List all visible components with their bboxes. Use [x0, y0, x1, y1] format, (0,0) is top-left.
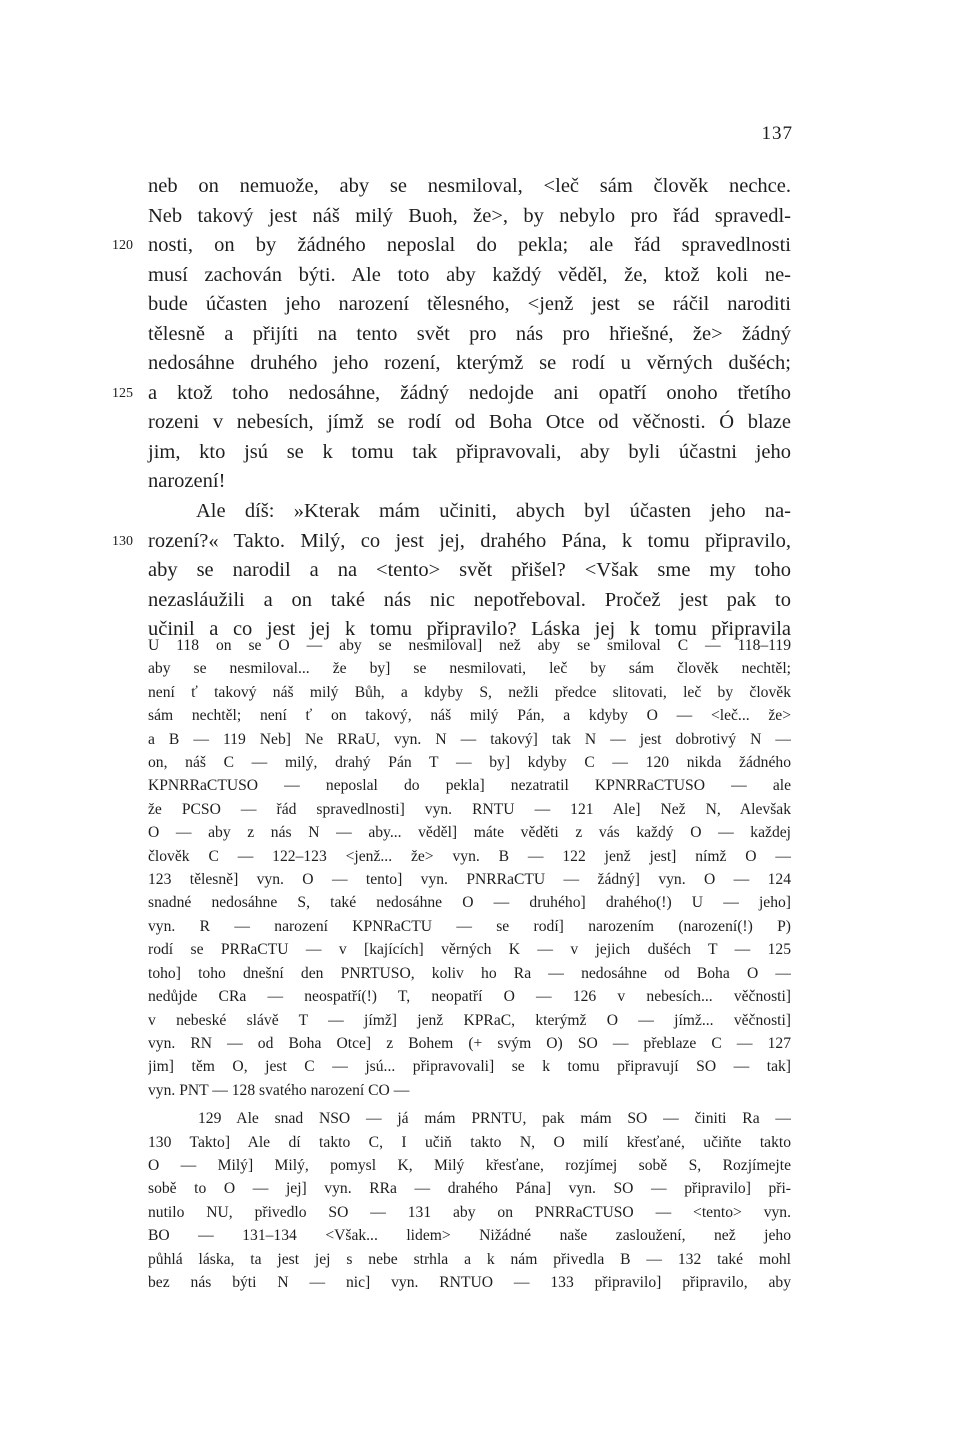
apparatus-notes: [148, 634, 791, 1294]
note-line: jim] těm O, jest C — jsú... připravovali] se k tomu připravují SO — tak]: [148, 1058, 791, 1076]
text-line: [148, 172, 791, 202]
line-text: musí zachován býti. Ale toto aby každý věděl, že, ktož koli ne-: [148, 263, 791, 286]
note-line: vyn. R — narození KPNRaCTU — se rodí] narozením (narození(!) P): [148, 917, 791, 935]
text-line: [148, 497, 791, 527]
text-line: [148, 438, 791, 468]
line-text: bude účasten jeho narození tělesného, <jenž jest se ráčil naroditi: [148, 293, 791, 316]
text-line: [112, 527, 791, 557]
note-line: půhlá láska, ta jest jej s nebe strhla a k nám přivedla B — 132 také mohl: [148, 1250, 791, 1268]
note-line: člověk C — 122–123 <jenž... že> vyn. B — 122 jenž jest] nímž O —: [148, 847, 791, 865]
line-text: rozeni v nebesích, jímž se rodí od Boha Otce od věčnosti. Ó blaze: [148, 411, 791, 434]
note-line: BO — 131–134 <Však... lidem> Nižádné naše zasloužení, než jeho: [148, 1227, 791, 1245]
note-line: 129 Ale snad NSO — já mám PRNTU, pak mám SO — činiti Ra —: [198, 1110, 791, 1128]
note-line: rodí se PRRaCTU — v [kajících] věrných K — v jejich dušéch T — 125: [148, 941, 791, 959]
note-line: nutilo NU, přivedlo SO — 131 aby on PNRRaCTUSO — <tento> vyn.: [148, 1203, 791, 1221]
line-text: jim, kto jsú se k tomu tak připravovali, aby byli účastni jeho: [148, 440, 791, 463]
text-line: [148, 261, 791, 291]
line-number: 130: [112, 533, 133, 549]
note-line: vyn. RN — od Boha Otce] z Bohem (+ svým O) SO — přeblaze C — 127: [148, 1034, 791, 1052]
line-text: tělesně a přijíti na tento svět pro nás pro hřiešné, že> žádný: [148, 322, 791, 345]
note-line: není ť takový náš milý Bůh, a kdyby S, nežli předce slitovati, leč by člověk: [148, 683, 791, 701]
note-line: sobě to O — jej] vyn. RRa — drahého Pána] vyn. SO — připravilo] při-: [148, 1180, 791, 1198]
note-line: vyn. PNT — 128 svatého narození CO —: [148, 1081, 410, 1099]
line-text: Ale díš: »Kterak mám učiniti, abych byl účasten jeho na-: [196, 500, 791, 523]
note-line: snadné nedosáhne S, také nedosáhne O — druhého] drahého(!) U — jeho]: [148, 894, 791, 912]
note-line: aby se nesmiloval... že by] se nesmilovati, leč by sám člověk nechtěl;: [148, 660, 791, 678]
note-line: KPNRRaCTUSO — neposlal do pekla] nezatratil KPNRRaCTUSO — ale: [148, 777, 791, 795]
line-text: a ktož toho nedosáhne, žádný nedojde ani opatří onoho třetího: [148, 381, 791, 404]
text-line: [148, 556, 791, 586]
note-line: U 118 on se O — aby se nesmiloval] než aby se smiloval C — 118–119: [148, 637, 791, 654]
text-line: [148, 290, 791, 320]
line-text: narození!: [148, 470, 226, 493]
line-number: 125: [112, 385, 133, 401]
note-line: toho] toho dnešní den PNRTUSO, koliv ho Ra — nedosáhne od Boha O —: [148, 964, 791, 982]
line-text: nedosáhne druhého jeho rození, kterýmž se rodí u věrných dušéch;: [148, 352, 791, 375]
note-line: 130 Takto] Ale dí takto C, I učiň takto N, O milí křesťané, učiňte takto: [148, 1133, 791, 1151]
note-line: a B — 119 Neb] Ne RRaU, vyn. N — takový] tak N — jest dobrotivý N —: [148, 730, 791, 748]
note-line: on, náš C — milý, drahý Pán T — by] kdyby C — 120 nikda žádného: [148, 754, 791, 772]
text-line: [148, 320, 791, 350]
note-line: nedůjde CRa — neospatří(!) T, neopatří O — 126 v nebesích... věčnosti]: [148, 988, 791, 1006]
note-line: 123 tělesně] vyn. O — tento] vyn. PNRRaCTU — žádný] vyn. O — 124: [148, 871, 791, 889]
note-line: sám nechtěl; není ť on takový, náš milý Pán, a kdyby O — <leč... že>: [148, 707, 791, 725]
note-line: v nebeské slávě T — jímž] jenž KPRaC, kterýmž O — jímž... věčnosti]: [148, 1011, 791, 1029]
text-line: [112, 379, 791, 409]
note-line: O — aby z nás N — aby... věděl] máte věděti z vás každý O — každej: [148, 824, 791, 842]
note-line: že PCSO — řád spravedlnosti] vyn. RNTU — 121 Ale] Než N, Alevšak: [148, 800, 791, 818]
text-line: [148, 467, 791, 497]
line-number: 120: [112, 238, 133, 254]
line-text: Neb takový jest náš milý Buoh, že>, by nebylo pro řád spravedl-: [148, 204, 791, 227]
text-line: [148, 349, 791, 379]
line-text: neb on nemuože, aby se nesmiloval, <leč sám člověk nechce.: [148, 175, 791, 197]
text-line: [148, 408, 791, 438]
text-line: [112, 231, 791, 261]
note-line: bez nás býti N — nic] vyn. RNTUO — 133 připravilo] připravilo, aby: [148, 1273, 791, 1291]
main-text: [112, 172, 791, 645]
line-text: nosti, on by žádného neposlal do pekla; ale řád spravedlnosti: [148, 234, 791, 257]
page-number: 137: [761, 123, 793, 144]
text-line: [148, 586, 791, 616]
line-text: nezasláužili a on také nás nic nepotřeboval. Pročež jest pak to: [148, 588, 791, 611]
line-text: učinil a co jest jej k tomu připravilo? Láska jej k tomu připravila: [148, 618, 791, 641]
line-text: aby se narodil a na <tento> svět přišel? <Však sme my toho: [148, 559, 791, 582]
note-line: O — Milý] Milý, pomysl K, Milý křesťane, rozjímej sobě S, Rozjímejte: [148, 1156, 791, 1174]
text-line: [148, 202, 791, 232]
line-text: rození?« Takto. Milý, co jest jej, drahého Pána, k tomu připravilo,: [148, 529, 791, 552]
